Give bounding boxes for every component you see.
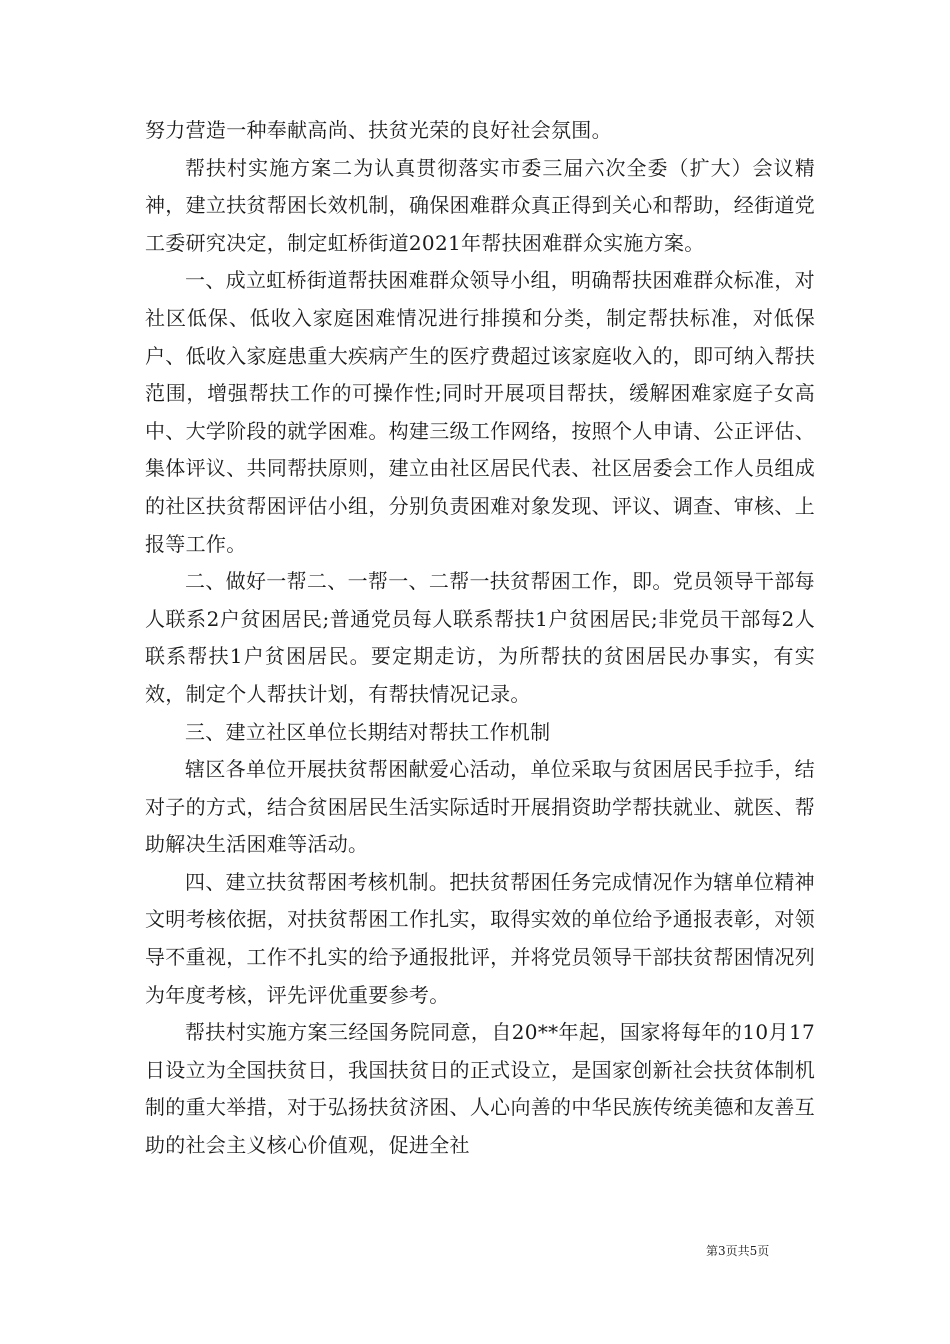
paragraph-3: 一、成立虹桥街道帮扶困难群众领导小组，明确帮扶困难群众标准，对社区低保、低收入家庭困难情况进行排摸和分类，制定帮扶标准，对低保户、低收入家庭患重大疾病产生的医疗费超过该家庭收入的，即可纳入帮扶范围，增强帮扶工作的可操作性;同时开展项目帮扶，缓解困难家庭子女高中、大学阶段的就学困难。构建三级工作网络，按照个人申请、公正评估、集体评议、共同帮扶原则，建立由社区居民代表、社区居委会工作人员组成的社区扶贫帮困评估小组，分别负责困难对象发现、评议、调查、审核、上报等工作。 (145, 268, 815, 556)
paragraph-5: 三、建立社区单位长期结对帮扶工作机制 (185, 719, 551, 744)
paragraph-6: 辖区各单位开展扶贫帮困献爱心活动，单位采取与贫困居民手拉手，结对子的方式，结合贫困居民生活实际适时开展捐资助学帮扶就业、就医、帮助解决生活困难等活动。 (145, 757, 815, 857)
document-page (145, 112, 815, 1165)
paragraph-7: 四、建立扶贫帮困考核机制。把扶贫帮困任务完成情况作为辖单位精神文明考核依据，对扶贫帮困工作扎实，取得实效的单位给予通报表彰，对领导不重视，工作不扎实的给予通报批评，并将党员领导干部扶贫帮困情况列为年度考核，评先评优重要参考。 (145, 869, 815, 1007)
paragraph-4: 二、做好一帮二、一帮一、二帮一扶贫帮困工作，即。党员领导干部每人联系2户贫困居民;普通党员每人联系帮扶1户贫困居民;非党员干部每2人联系帮扶1户贫困居民。要定期走访，为所帮扶的贫困居民办事实，有实效，制定个人帮扶计划，有帮扶情况记录。 (145, 569, 815, 706)
paragraph-2: 帮扶村实施方案二为认真贯彻落实市委三届六次全委（扩大）会议精神，建立扶贫帮困长效机制，确保困难群众真正得到关心和帮助，经街道党工委研究决定，制定虹桥街道2021年帮扶困难群众实施方案。 (145, 155, 815, 255)
paragraph-1: 努力营造一种奉献高尚、扶贫光荣的良好社会氛围。 (145, 118, 612, 142)
paragraph-8: 帮扶村实施方案三经国务院同意，自20**年起，国家将每年的10月17日设立为全国扶贫日，我国扶贫日的正式设立，是国家创新社会扶贫体制机制的重大举措，对于弘扬扶贫济困、人心向善的中华民族传统美德和友善互助的社会主义核心价值观，促进全社 (145, 1020, 815, 1158)
page-number-footer: 第3页共5页 (706, 1244, 770, 1258)
